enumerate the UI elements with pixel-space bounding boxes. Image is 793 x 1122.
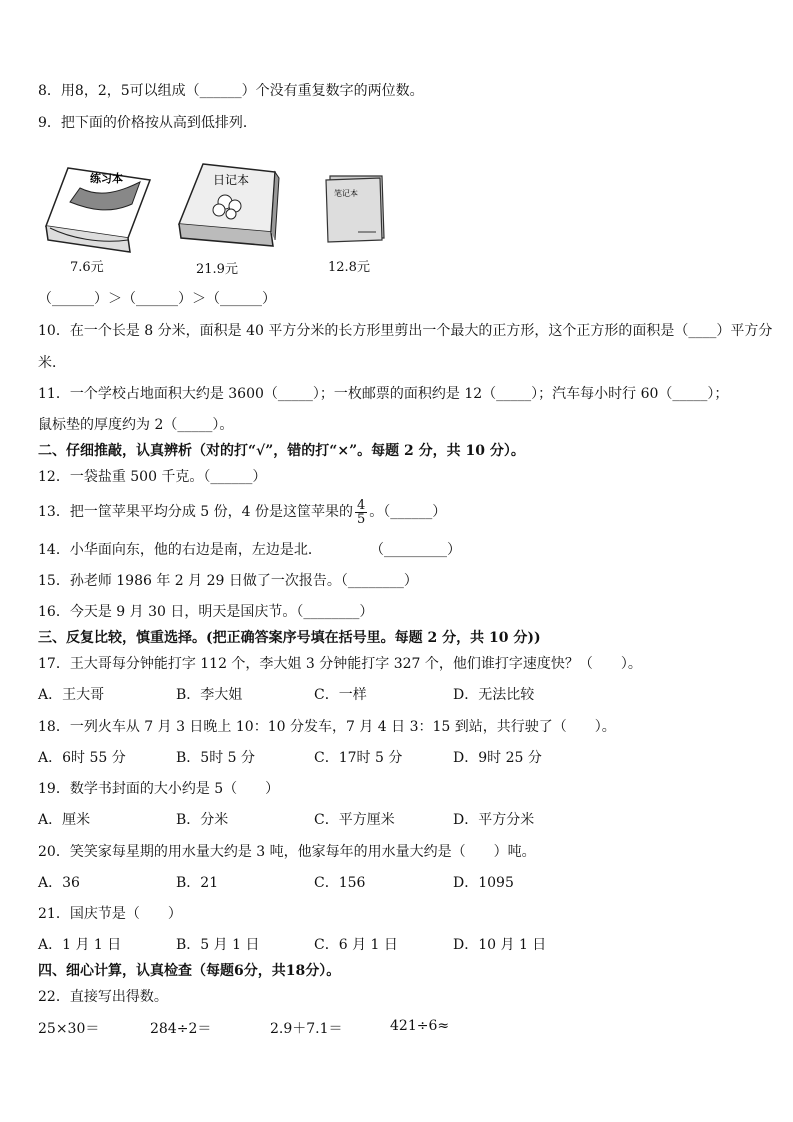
- diary-book-image: [179, 164, 279, 246]
- q19-option-b: B．分米: [176, 812, 229, 828]
- fraction-numerator: 4: [356, 497, 366, 513]
- fraction-denominator: 5: [356, 511, 366, 527]
- price-exercise-book: 7.6元: [70, 260, 104, 275]
- question-11-line-1: 11．一个学校占地面积大约是 3600（_____）；一枚邮票的面积约是 12（_____）；汽车每小时行 60（_____）；: [38, 386, 729, 402]
- question-14-blank: （_________）: [370, 542, 461, 558]
- question-13-text: 13．把一筐苹果平均分成 5 份，4 份是这筐苹果的: [38, 504, 353, 520]
- question-21: 21．国庆节是（ ）: [38, 906, 182, 922]
- q21-option-a: A．1 月 1 日: [38, 937, 122, 953]
- question-8: 8．用8，2，5可以组成（______）个没有重复数字的两位数。: [38, 83, 424, 99]
- notebook-image: [326, 176, 384, 242]
- question-13-blank: 。（______）: [369, 504, 447, 520]
- q21-option-c: C．6 月 1 日: [314, 937, 398, 953]
- calc-item-3: 2.9＋7.1＝: [270, 1021, 343, 1037]
- question-17: 17．王大哥每分钟能打字 112 个，李大姐 3 分钟能打字 327 个，他们谁打字速度快？（ ）。: [38, 656, 642, 672]
- q20-option-d: D．1095: [453, 875, 514, 891]
- calc-item-2: 284÷2＝: [150, 1021, 212, 1037]
- exercise-book-label: 练习本: [90, 172, 123, 185]
- question-10-line-1: 10．在一个长是 8 分米，面积是 40 平方分米的长方形里剪出一个最大的正方形，这个正方形的面积是（____）平方分: [38, 323, 773, 339]
- section-4-heading: 四、细心计算，认真检查（每题6分，共18分）。: [38, 963, 341, 979]
- question-22: 22．直接写出得数。: [38, 989, 168, 1005]
- diary-book-label: 日记本: [213, 173, 250, 187]
- exercise-book-image: [46, 168, 150, 252]
- notebook-illustrations: [40, 158, 400, 258]
- question-9: 9．把下面的价格按从高到低排列．: [38, 115, 257, 131]
- question-16: 16．今天是 9 月 30 日，明天是国庆节。（________）: [38, 604, 374, 620]
- section-2-heading: 二、仔细推敲，认真辨析（对的打“√”，错的打“×”。每题 2 分，共 10 分）。: [38, 443, 525, 459]
- q21-option-b: B．5 月 1 日: [176, 937, 260, 953]
- price-notebook: 12.8元: [328, 260, 370, 275]
- fraction-four-fifths: [355, 499, 367, 526]
- q17-option-c: C．一样: [314, 687, 367, 703]
- question-18: 18．一列火车从 7 月 3 日晚上 10：10 分发车，7 月 4 日 3：15 到站，共行驶了（ ）。: [38, 719, 616, 735]
- q18-option-b: B．5时 5 分: [176, 750, 256, 766]
- price-diary-book: 21.9元: [196, 262, 238, 277]
- question-19: 19．数学书封面的大小约是 5（ ）: [38, 781, 280, 797]
- notebook-label: 笔记本: [334, 189, 358, 198]
- q18-option-d: D．9时 25 分: [453, 750, 542, 766]
- q20-option-a: A．36: [38, 875, 80, 891]
- question-20: 20．笑笑家每星期的用水量大约是 3 吨，他家每年的用水量大约是（ ）吨。: [38, 844, 536, 860]
- q18-option-a: A．6时 55 分: [38, 750, 126, 766]
- section-3-heading: 三、反复比较，慎重选择。(把正确答案序号填在括号里。每题 2 分，共 10 分)): [38, 630, 541, 646]
- question-10-line-2: 米．: [38, 355, 66, 371]
- calc-item-1: 25×30＝: [38, 1021, 100, 1037]
- calc-item-4: 421÷6≈: [390, 1018, 450, 1034]
- question-14: 14．小华面向东，他的右边是南，左边是北．: [38, 542, 322, 558]
- q19-option-c: C．平方厘米: [314, 812, 395, 828]
- q19-option-a: A．厘米: [38, 812, 91, 828]
- question-13: [38, 496, 446, 528]
- question-15: 15．孙老师 1986 年 2 月 29 日做了一次报告。（________）: [38, 573, 418, 589]
- q20-option-c: C．156: [314, 875, 366, 891]
- q19-option-d: D．平方分米: [453, 812, 535, 828]
- q21-option-d: D．10 月 1 日: [453, 937, 547, 953]
- q17-option-b: B．李大姐: [176, 687, 243, 703]
- q18-option-c: C．17时 5 分: [314, 750, 403, 766]
- q17-option-d: D．无法比较: [453, 687, 535, 703]
- q20-option-b: B．21: [176, 875, 219, 891]
- question-9-answer: （______）＞（______）＞（______）: [38, 291, 276, 307]
- q17-option-a: A．王大哥: [38, 687, 105, 703]
- question-12: 12．一袋盐重 500 千克。（______）: [38, 469, 267, 485]
- question-11-line-2: 鼠标垫的厚度约为 2（_____）。: [38, 417, 234, 433]
